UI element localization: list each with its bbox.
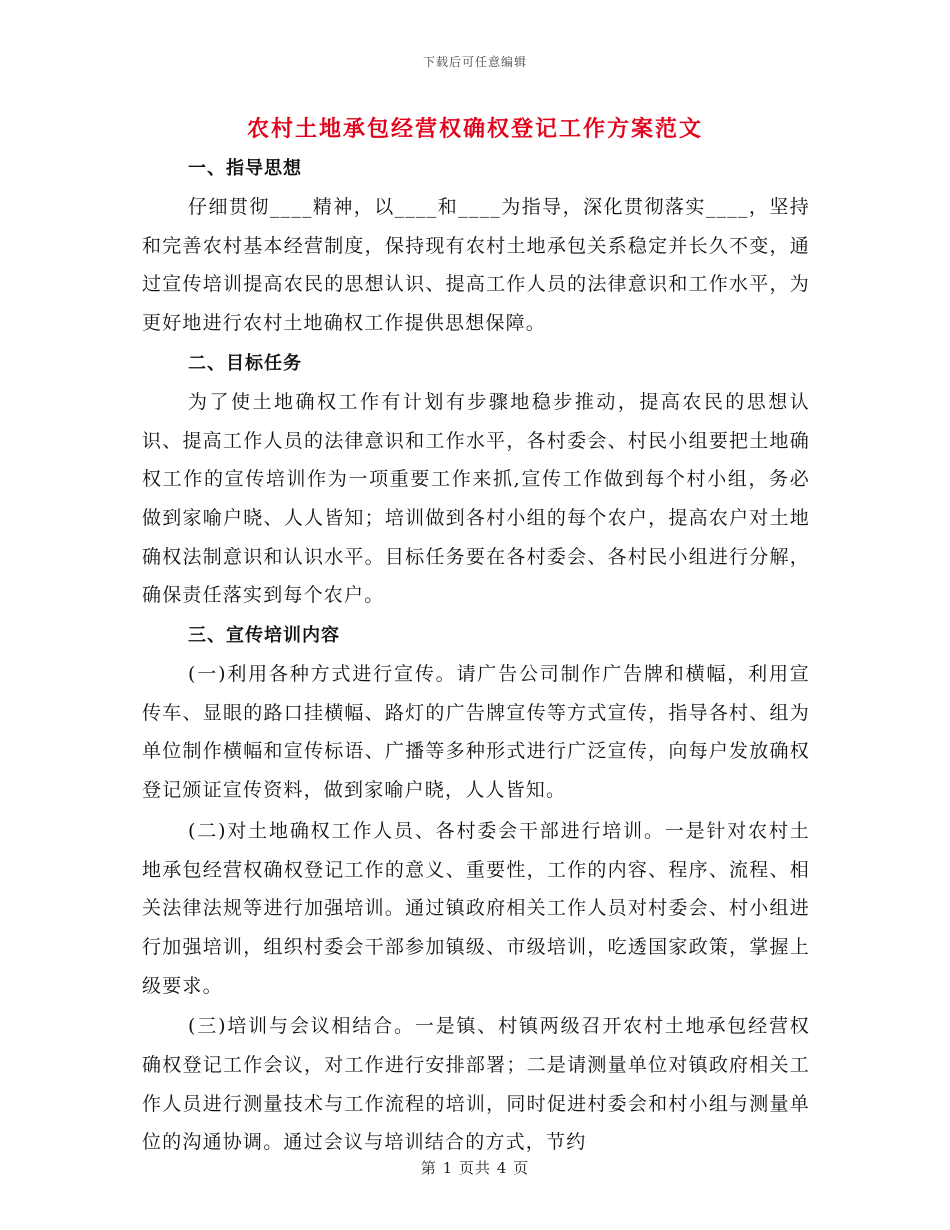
section-heading-guiding-thought: 一、指导思想 bbox=[188, 158, 302, 179]
section-heading-objectives: 二、目标任务 bbox=[188, 352, 302, 374]
paragraph-training-3: (三)培训与会议相结合。一是镇、村镇两级召开农村土地承包经营权确权登记工作会议，对工作进行安排部署；二是请测量单位对镇政府相关工作人员进行测量技术与工作流程的培训，同时促进村委会和村小组与测量单位的沟通协调。通过会议与培训结合的方式，节约 bbox=[142, 1015, 810, 1154]
paragraph-training-2: (二)对土地确权工作人员、各村委会干部进行培训。一是针对农村土地承包经营权确权登记工作的意义、重要性，工作的内容、程序、流程、相关法律法规等进行加强培训。通过镇政府相关工作人员对村委会、村小组进行加强培训，组织村委会干部参加镇级、市级培训，吃透国家政策，掌握上级要求。 bbox=[142, 819, 810, 997]
paragraph-training-1: (一)利用各种方式进行宣传。请广告公司制作广告牌和横幅，利用宣传车、显眼的路口挂横幅、路灯的广告牌宣传等方式宣传，指导各村、组为单位制作横幅和宣传标语、广播等多种形式进行广泛宣传，向每户发放确权登记颁证宣传资料，做到家喻户晓，人人皆知。 bbox=[142, 663, 810, 802]
document-body bbox=[142, 150, 810, 1164]
header-note: 下载后可任意编辑 bbox=[422, 55, 527, 69]
paragraph-objectives: 为了使土地确权工作有计划有步骤地稳步推动，提高农民的思想认识、提高工作人员的法律意识和工作水平，各村委会、村民小组要把土地确权工作的宣传培训作为一项重要工作来抓,宣传工作做到每个村小组，务必做到家喻户晓、人人皆知；培训做到各村小组的每个农户，提高农户对土地确权法制意识和认识水平。目标任务要在各村委会、各村民小组进行分解，确保责任落实到每个农户。 bbox=[142, 390, 810, 607]
paragraph-guiding-thought: 仔细贯彻____精神，以____和____为指导，深化贯彻落实____，坚持和完善农村基本经营制度，保持现有农村土地承包关系稳定并长久不变，通过宣传培训提高农民的思想认识、提高工作人员的法律意识和工作水平，为更好地进行农村土地确权工作提供思想保障。 bbox=[142, 196, 810, 335]
document-title: 农村土地承包经营权确权登记工作方案范文 bbox=[246, 116, 703, 142]
page-number-footer: 第 1 页共 4 页 bbox=[420, 1159, 530, 1177]
section-heading-training-content: 三、宣传培训内容 bbox=[188, 625, 340, 647]
